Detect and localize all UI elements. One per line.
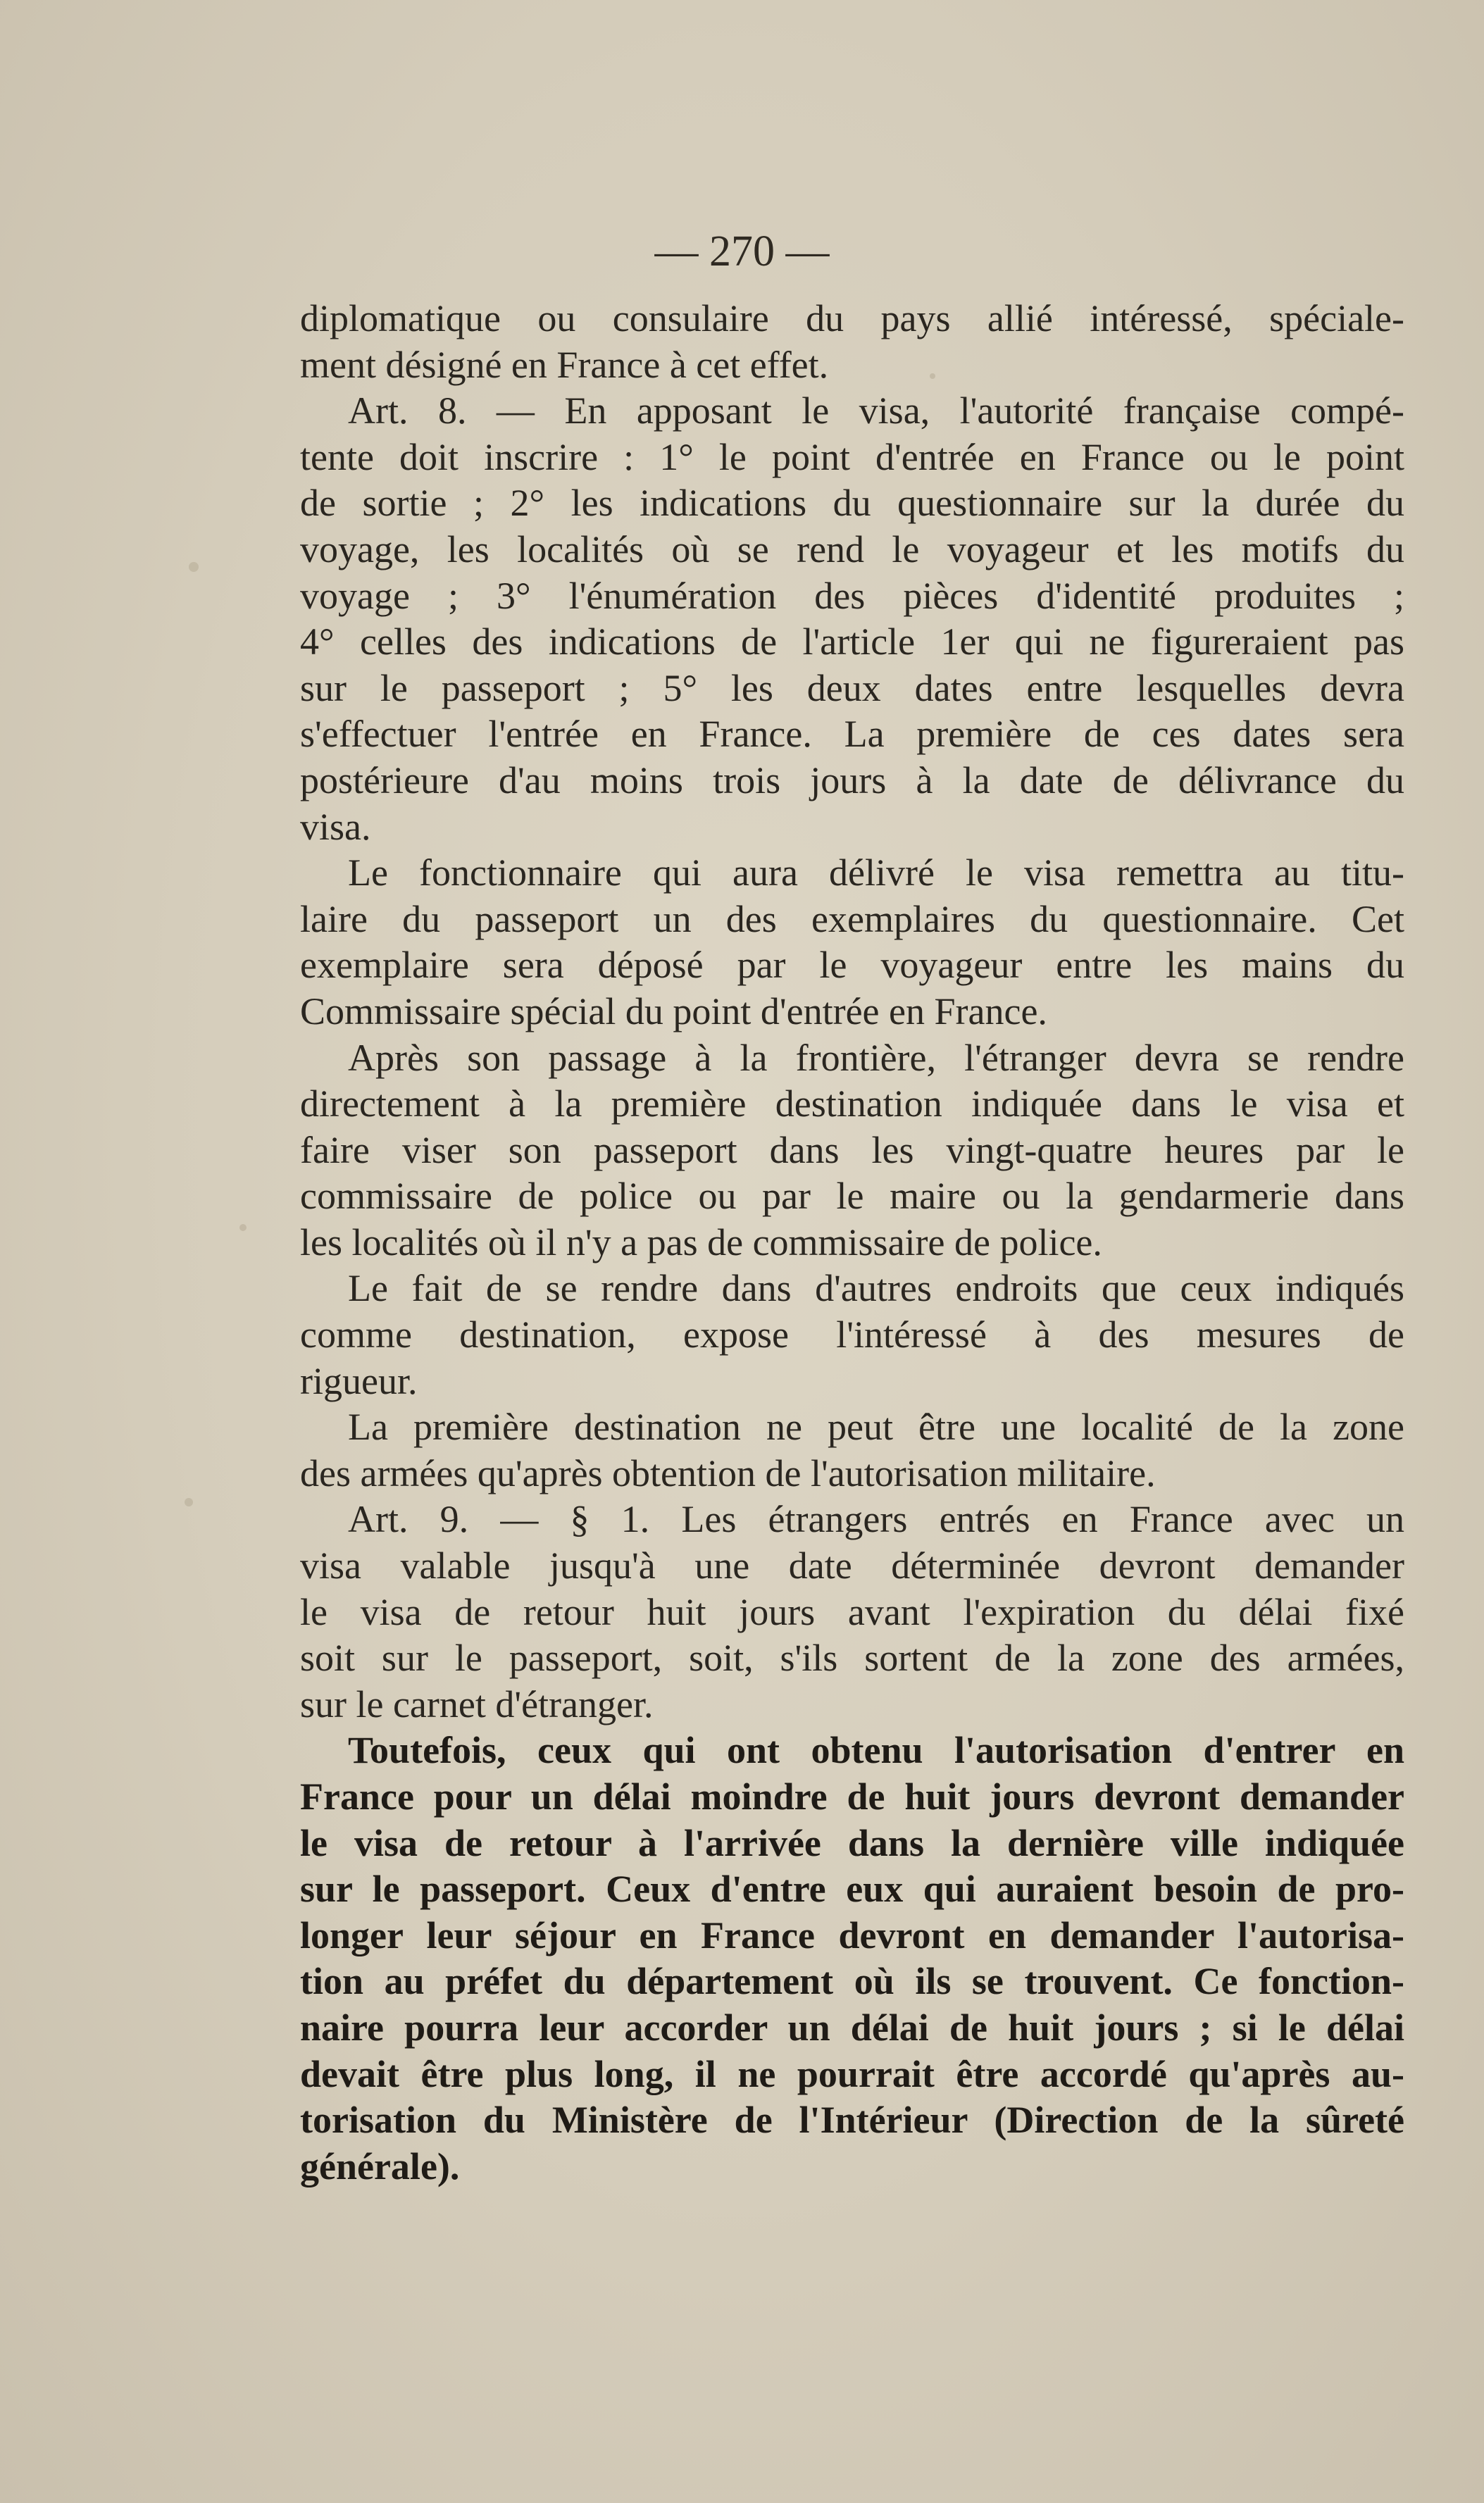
text-line: tion au préfet du département où ils se trouvent. Ce fonction- [300,1960,1404,2003]
text-line: postérieure d'au moins trois jours à la date de délivrance du [300,759,1404,801]
text-line: Le fait de se rendre dans d'autres endroits que ceux indiqués [348,1267,1404,1310]
text-line: faire viser son passeport dans les vingt-quatre heures par le [300,1128,1404,1171]
text-line: le visa de retour huit jours avant l'expiration du délai fixé [300,1590,1404,1633]
body-text [300,296,1404,2190]
text-line: directement à la première destination indiquée dans le visa et [300,1082,1404,1125]
text-line: longer leur séjour en France devront en demander l'autorisa- [300,1914,1404,1956]
text-line: les localités où il n'y a pas de commissaire de police. [300,1221,1102,1263]
text-line: Art. 9. — § 1. Les étrangers entrés en France avec un [348,1498,1404,1541]
paper-speck [239,1224,247,1231]
text-line: Art. 8. — En apposant le visa, l'autorité française compé- [348,389,1404,432]
text-line: voyage ; 3° l'énumération des pièces d'identité produites ; [300,574,1404,617]
text-line: 4° celles des indications de l'article 1er qui ne figureraient pas [300,620,1404,663]
text-line: tente doit inscrire : 1° le point d'entrée en France ou le point [300,435,1404,478]
text-line: laire du passeport un des exemplaires du questionnaire. Cet [300,897,1404,940]
text-line: Après son passage à la frontière, l'étranger devra se rendre [348,1036,1404,1079]
text-line: La première destination ne peut être une localité de la zone [348,1406,1404,1449]
text-line: diplomatique ou consulaire du pays allié intéressé, spéciale- [300,297,1404,339]
text-line: générale). [300,2145,460,2187]
text-line: soit sur le passeport, soit, s'ils sortent de la zone des armées, [300,1637,1404,1680]
text-line: visa valable jusqu'à une date déterminée devront demander [300,1544,1404,1587]
text-line: ment désigné en France à cet effet. [300,343,829,386]
text-line: de sortie ; 2° les indications du questionnaire sur la durée du [300,482,1404,525]
text-line: Commissaire spécial du point d'entrée en France. [300,990,1047,1032]
text-line: sur le passeport ; 5° les deux dates entre lesquelles devra [300,666,1404,709]
page-number: — 270 — [654,227,830,275]
paper-speck [185,1498,193,1506]
text-line: sur le carnet d'étranger. [300,1683,654,1725]
text-line: comme destination, expose l'intéressé à des mesures de [300,1313,1404,1356]
text-line: naire pourra leur accorder un délai de huit jours ; si le délai [300,2006,1404,2049]
text-line: devait être plus long, il ne pourrait être accordé qu'après au- [300,2052,1404,2095]
text-line: rigueur. [300,1359,418,1402]
text-line: torisation du Ministère de l'Intérieur (Direction de la sûreté [300,2099,1404,2142]
text-line: sur le passeport. Ceux d'entre eux qui auraient besoin de pro- [300,1868,1404,1911]
text-line: des armées qu'après obtention de l'autorisation militaire. [300,1452,1156,1494]
paper-speck [930,373,935,379]
text-line: Le fonctionnaire qui aura délivré le visa remettra au titu- [348,851,1404,894]
text-line: exemplaire sera déposé par le voyageur entre les mains du [300,944,1404,987]
text-line: commissaire de police ou par le maire ou la gendarmerie dans [300,1175,1404,1218]
text-line: s'effectuer l'entrée en France. La première de ces dates sera [300,713,1404,756]
paper-speck [189,562,199,572]
text-line: France pour un délai moindre de huit jours devront demander [300,1775,1404,1818]
text-line: Toutefois, ceux qui ont obtenu l'autorisation d'entrer en [348,1729,1404,1772]
text-line: voyage, les localités où se rend le voyageur et les motifs du [300,528,1404,570]
text-line: le visa de retour à l'arrivée dans la dernière ville indiquée [300,1821,1404,1864]
text-line: visa. [300,805,371,848]
